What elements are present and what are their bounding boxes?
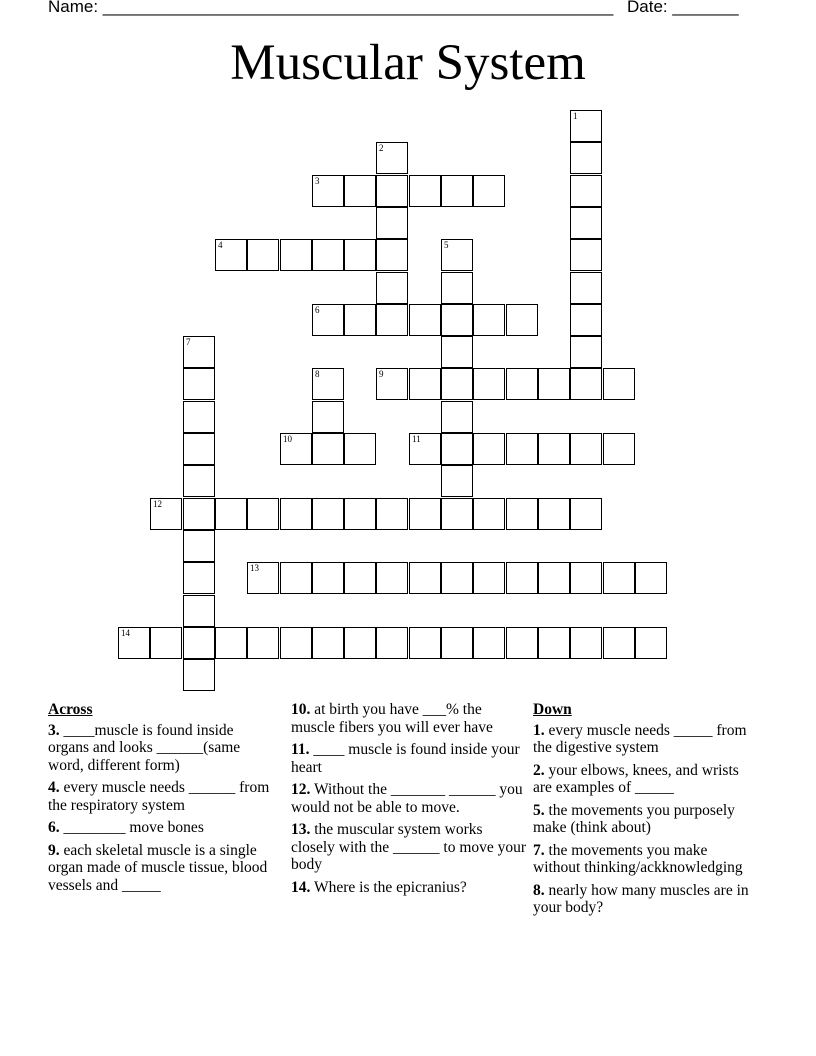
crossword-cell[interactable] [312, 627, 344, 659]
clue-item [48, 842, 276, 895]
crossword-cell[interactable] [183, 562, 215, 594]
crossword-cell[interactable] [441, 562, 473, 594]
crossword-cell[interactable] [441, 465, 473, 497]
crossword-cell[interactable] [118, 627, 150, 659]
crossword-cell[interactable] [280, 627, 312, 659]
crossword-cell[interactable] [473, 175, 505, 207]
clue-text: ____ muscle is found inside your heart [291, 741, 520, 776]
clue-number-label: 2 [379, 143, 384, 153]
crossword-cell[interactable] [570, 175, 602, 207]
crossword-cell[interactable] [312, 401, 344, 433]
clue-number: 4. [48, 779, 60, 796]
clue-item [291, 741, 527, 776]
crossword-cell[interactable] [409, 175, 441, 207]
crossword-cell[interactable] [344, 627, 376, 659]
clue-number-label: 1 [573, 111, 578, 121]
crossword-cell[interactable] [570, 627, 602, 659]
crossword-cell[interactable] [506, 304, 538, 336]
crossword-cell[interactable] [538, 498, 570, 530]
crossword-cell[interactable] [538, 368, 570, 400]
crossword-cell[interactable] [150, 627, 182, 659]
crossword-cell[interactable] [473, 368, 505, 400]
crossword-cell[interactable] [538, 433, 570, 465]
crossword-cell[interactable] [506, 433, 538, 465]
clue-number-label: 8 [315, 369, 320, 379]
clue-text: your elbows, knees, and wrists are examples of _____ [533, 761, 739, 796]
clue-item [48, 779, 276, 814]
clue-item [291, 701, 527, 736]
crossword-cell[interactable] [183, 530, 215, 562]
clue-number-label: 13 [250, 563, 259, 573]
crossword-cell[interactable] [376, 175, 408, 207]
crossword-cell[interactable] [183, 368, 215, 400]
crossword-cell[interactable] [312, 304, 344, 336]
crossword-cell[interactable] [376, 207, 408, 239]
clue-number: 8. [533, 881, 545, 899]
clue-number: 14. [291, 878, 311, 896]
crossword-cell[interactable] [183, 595, 215, 627]
clue-number: 13. [291, 821, 311, 838]
crossword-cell[interactable] [280, 562, 312, 594]
across-heading: Across [48, 701, 93, 718]
crossword-cell[interactable] [506, 368, 538, 400]
crossword-cell[interactable] [441, 304, 473, 336]
clue-text: every muscle needs ______ from the respiratory system [48, 779, 270, 814]
crossword-cell[interactable] [409, 498, 441, 530]
crossword-cell[interactable] [376, 368, 408, 400]
clue-text: every muscle needs _____ from the digestive system [533, 721, 747, 756]
crossword-cell[interactable] [538, 627, 570, 659]
crossword-cell[interactable] [409, 433, 441, 465]
date-field-label: Date: _______ [627, 0, 739, 16]
clue-item [48, 722, 276, 775]
crossword-cell[interactable] [183, 465, 215, 497]
clue-text: the movements you purposely make (think about) [533, 801, 735, 836]
crossword-cell[interactable] [280, 498, 312, 530]
crossword-cell[interactable] [376, 142, 408, 174]
clue-number-label: 7 [186, 337, 191, 347]
crossword-cell[interactable] [441, 239, 473, 271]
crossword-cell[interactable] [312, 175, 344, 207]
clue-text: at birth you have ___% the muscle fibers you will ever have [291, 701, 493, 736]
crossword-cell[interactable] [183, 433, 215, 465]
clue-text: ____muscle is found inside organs and looks ______(same word, different form) [48, 721, 241, 774]
crossword-cell[interactable] [183, 401, 215, 433]
crossword-cell[interactable] [247, 498, 279, 530]
clue-number: 3. [48, 721, 60, 739]
crossword-cell[interactable] [280, 433, 312, 465]
clue-number: 10. [291, 701, 311, 718]
clue-number-label: 9 [379, 369, 384, 379]
crossword-cell[interactable] [409, 562, 441, 594]
crossword-cell[interactable] [473, 498, 505, 530]
clue-item [533, 762, 749, 797]
clue-number-label: 3 [315, 176, 320, 186]
crossword-cell[interactable] [312, 498, 344, 530]
crossword-cell[interactable] [603, 433, 635, 465]
crossword-cell[interactable] [183, 498, 215, 530]
clue-number-label: 11 [412, 434, 421, 444]
crossword-cell[interactable] [344, 304, 376, 336]
clue-number: 7. [533, 841, 545, 859]
crossword-cell[interactable] [473, 627, 505, 659]
crossword-cell[interactable] [570, 142, 602, 174]
crossword-cell[interactable] [570, 272, 602, 304]
name-field-label: Name: ______________________________________________________ [48, 0, 614, 16]
crossword-cell[interactable] [538, 562, 570, 594]
crossword-cell[interactable] [603, 368, 635, 400]
crossword-cell[interactable] [441, 627, 473, 659]
clue-text: Without the _______ ______ you would not be able to move. [291, 781, 523, 816]
clue-number: 5. [533, 801, 545, 819]
crossword-cell[interactable] [409, 627, 441, 659]
crossword-cell[interactable] [441, 498, 473, 530]
crossword-cell[interactable] [570, 304, 602, 336]
crossword-cell[interactable] [570, 498, 602, 530]
crossword-cell[interactable] [312, 433, 344, 465]
crossword-cell[interactable] [376, 498, 408, 530]
crossword-cell[interactable] [247, 239, 279, 271]
crossword-cell[interactable] [215, 239, 247, 271]
crossword-cell[interactable] [635, 627, 667, 659]
crossword-cell[interactable] [183, 659, 215, 691]
crossword-cell[interactable] [247, 562, 279, 594]
crossword-cell[interactable] [506, 562, 538, 594]
crossword-cell[interactable] [570, 110, 602, 142]
crossword-cell[interactable] [215, 627, 247, 659]
crossword-cell[interactable] [441, 272, 473, 304]
clue-text: Where is the epicranius? [310, 878, 467, 896]
clue-item [533, 882, 749, 917]
crossword-cell[interactable] [473, 433, 505, 465]
crossword-cell[interactable] [247, 627, 279, 659]
crossword-cell[interactable] [183, 336, 215, 368]
clue-number-label: 14 [121, 628, 130, 638]
crossword-cell[interactable] [344, 175, 376, 207]
clue-number: 1. [533, 721, 545, 739]
clue-text: the movements you make without thinking/ackknowledging [533, 841, 743, 876]
down-heading: Down [533, 701, 572, 718]
crossword-cell[interactable] [441, 401, 473, 433]
crossword-cell[interactable] [376, 239, 408, 271]
clues-column-2 [291, 701, 527, 901]
crossword-cell[interactable] [570, 368, 602, 400]
crossword-cell[interactable] [312, 368, 344, 400]
crossword-cell[interactable] [635, 562, 667, 594]
clue-number: 6. [48, 819, 60, 836]
crossword-cell[interactable] [570, 562, 602, 594]
crossword-cell[interactable] [409, 304, 441, 336]
crossword-cell[interactable] [215, 498, 247, 530]
crossword-cell[interactable] [441, 433, 473, 465]
crossword-cell[interactable] [570, 207, 602, 239]
crossword-cell[interactable] [570, 336, 602, 368]
crossword-cell[interactable] [441, 175, 473, 207]
clue-item [533, 842, 749, 877]
crossword-cell[interactable] [376, 304, 408, 336]
crossword-cell[interactable] [473, 562, 505, 594]
clue-number-label: 12 [153, 499, 162, 509]
crossword-cell[interactable] [409, 368, 441, 400]
clues-column-3 [533, 701, 749, 922]
crossword-cell[interactable] [344, 239, 376, 271]
crossword-cell[interactable] [506, 498, 538, 530]
crossword-cell[interactable] [280, 239, 312, 271]
crossword-cell[interactable] [150, 498, 182, 530]
crossword-cell[interactable] [473, 304, 505, 336]
crossword-cell[interactable] [312, 239, 344, 271]
clue-item [533, 722, 749, 757]
clue-number: 9. [48, 841, 60, 859]
crossword-cell[interactable] [344, 433, 376, 465]
clue-number: 11. [291, 741, 310, 758]
clue-number-label: 5 [444, 240, 449, 250]
clue-item [533, 802, 749, 837]
crossword-cell[interactable] [183, 627, 215, 659]
crossword-cell[interactable] [506, 627, 538, 659]
clue-text: nearly how many muscles are in your body? [533, 881, 749, 916]
crossword-cell[interactable] [376, 627, 408, 659]
clue-item [48, 819, 276, 837]
clues-column-1 [48, 701, 276, 899]
clue-number-label: 6 [315, 305, 320, 315]
page-title: Muscular System [230, 35, 586, 91]
crossword-cell[interactable] [441, 368, 473, 400]
crossword-cell[interactable] [312, 562, 344, 594]
clue-item [291, 879, 527, 897]
crossword-cell[interactable] [344, 498, 376, 530]
crossword-cell[interactable] [603, 627, 635, 659]
crossword-cell[interactable] [570, 433, 602, 465]
crossword-cell[interactable] [376, 562, 408, 594]
clue-number: 12. [291, 781, 311, 798]
clue-item [291, 781, 527, 816]
clue-number-label: 10 [283, 434, 292, 444]
crossword-cell[interactable] [603, 562, 635, 594]
crossword-cell[interactable] [570, 239, 602, 271]
clue-number-label: 4 [218, 240, 223, 250]
crossword-cell[interactable] [344, 562, 376, 594]
crossword-cell[interactable] [376, 272, 408, 304]
clue-item [291, 821, 527, 874]
clue-text: each skeletal muscle is a single organ made of muscle tissue, blood vessels and _____ [48, 841, 268, 894]
crossword-cell[interactable] [441, 336, 473, 368]
clue-text: ________ move bones [59, 819, 204, 836]
clue-text: the muscular system works closely with the ______ to move your body [291, 821, 527, 873]
clue-number: 2. [533, 761, 545, 779]
